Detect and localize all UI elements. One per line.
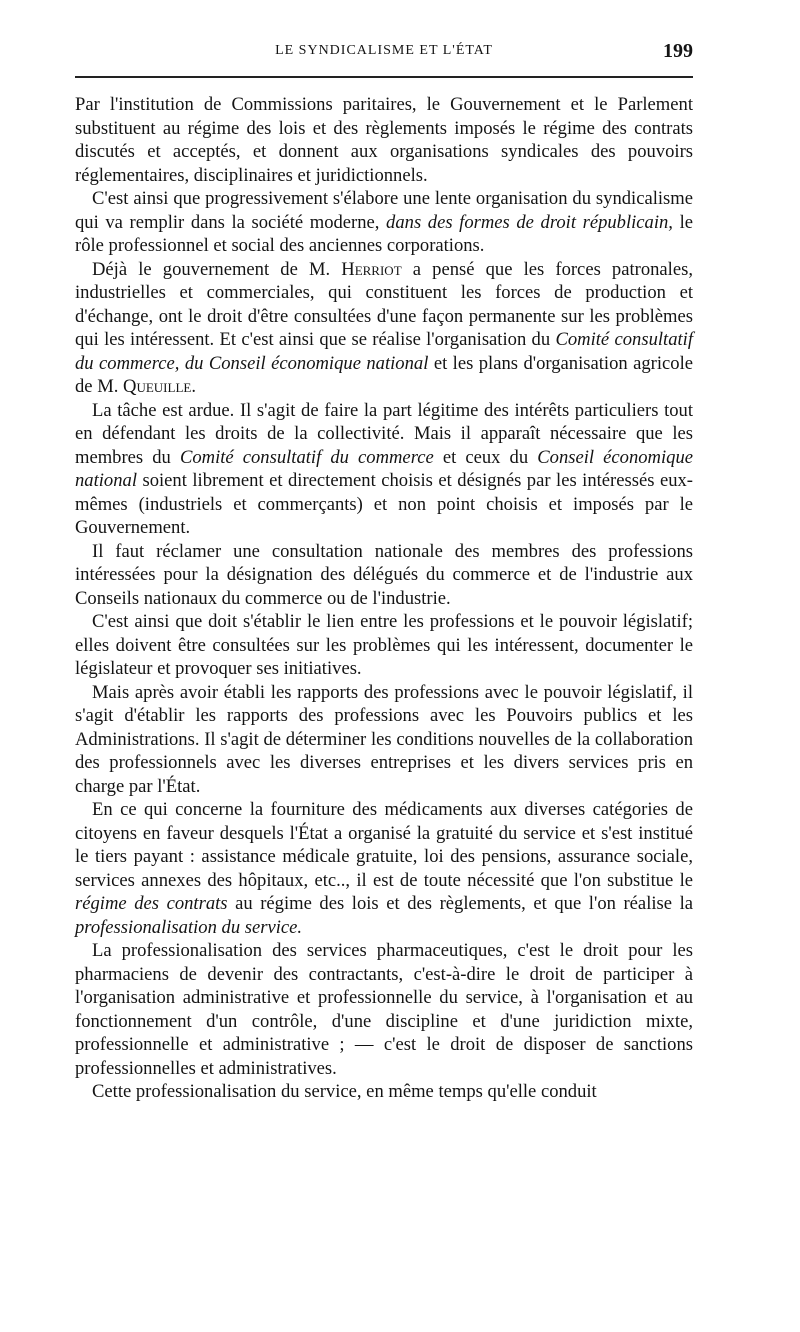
p8-text-c: au régime des lois et des règlements, et que l'on réalise la [227, 893, 694, 914]
paragraph-7: Mais après avoir établi les rapports des professions avec le pouvoir législatif, il s'agit d'établir les rapports des professions avec les Pouvoirs publics et les Administrations. Il s'agit de déterminer les conditions nouvelles de la collaboration des professionnels avec les diverses entreprises et les divers services pris en charge par l'État. [75, 681, 693, 797]
paragraph-8 [75, 798, 693, 939]
page-number: 199 [663, 40, 693, 62]
p4-text-e: soient librement et directement choisis et désignés par les intéressés eux-mêmes (industriels et commerçants) et non point choisis et imposés par le Gouvernement. [75, 470, 693, 538]
p4-text-c: et ceux du [433, 446, 538, 468]
p4-italic-comite: Comité consultatif du commerce [179, 446, 434, 468]
p3-italic-committees: Comité consultatif du commerce, du Conseil économique national [75, 329, 693, 374]
header-rule [75, 76, 693, 78]
paragraph-10: Cette professionalisation du service, en même temps qu'elle conduit [92, 1081, 597, 1102]
p3-text-g: . [191, 376, 196, 397]
paragraph-1: Par l'institution de Commissions paritaires, le Gouvernement et le Parlement substituent au régime des lois et des règlements imposés le régime des contrats discutés et acceptés, et donnent aux organisations syndicales des pouvoirs réglementaires, disciplinaires et juridictionnels. [75, 94, 693, 186]
paragraph-5: Il faut réclamer une consultation nationale des membres des professions intéressées pour la désignation des délégués du commerce et de l'industrie aux Conseils nationaux du commerce ou de l'industrie. [75, 540, 693, 609]
p2-italic-phrase: dans des formes de droit républicain, [386, 211, 673, 233]
p3-text-c: a pensé que les forces patronales, industrielles et commerciales, qui constituent les forces de production et d'échange, ont le droit d'être consultées d'une façon permanente sur les problèmes qui les intéressent. Et c'est ainsi que se réalise l'organisation du [75, 258, 693, 350]
p8-italic-regime: régime des contrats [75, 893, 228, 914]
paragraph-6: C'est ainsi que doit s'établir le lien entre les professions et le pouvoir législatif; elles doivent être consultées sur les problèmes qui les intéressent, documenter le législateur et provoquer ses initiatives. [75, 611, 693, 679]
running-title: LE SYNDICALISME ET L'ÉTAT [275, 43, 493, 58]
running-head [75, 40, 693, 70]
p3-name-herriot: Herriot [341, 258, 402, 280]
paragraph-9: La professionalisation des services pharmaceutiques, c'est le droit pour les pharmaciens de devenir des contractants, c'est-à-dire le droit de participer à l'organisation administrative et professionnelle du service, à l'organisation et au fonctionnement d'un contrôle, d'une discipline et d'une juridiction mixte, professionnelle et administrative ; — c'est le droit de disposer de sanctions professionnelles et administratives. [75, 940, 693, 1079]
p8-text-a: En ce qui concerne la fourniture des médicaments aux diverses catégories de citoyens en faveur desquels l'État a organisé la gratuité du service et s'est institué le tiers payant : assistance médicale gratuite, loi des pensions, assurance sociale, services annexes des hôpitaux, etc.., il est de toute nécessité que l'on substitue le [75, 799, 693, 891]
p4-italic-conseil: Conseil économique national [75, 446, 693, 491]
p3-text-e: et les plans d'organisation agricole de M. [75, 352, 693, 397]
p3-name-queuille: Queuille [123, 376, 192, 397]
p4-text-a: La tâche est ardue. Il s'agit de faire la part légitime des intérêts particuliers tout en défendant les droits de la collectivité. Mais il apparaît nécessaire que les membres du [75, 399, 693, 468]
p3-text-a: Déjà le gouvernement de M. [92, 258, 342, 280]
body-text [75, 93, 693, 1104]
paragraph-3 [75, 258, 693, 399]
p2-text-c: le rôle professionnel et social des anciennes corporations. [75, 211, 693, 256]
p2-text-a: C'est ainsi que progressivement s'élabore une lente organisation du syndicalisme qui va remplir dans la société moderne, [75, 188, 693, 233]
paragraph-4 [75, 399, 693, 540]
paragraph-2 [75, 187, 693, 258]
p8-italic-professionalisation: professionalisation du service. [75, 916, 303, 938]
